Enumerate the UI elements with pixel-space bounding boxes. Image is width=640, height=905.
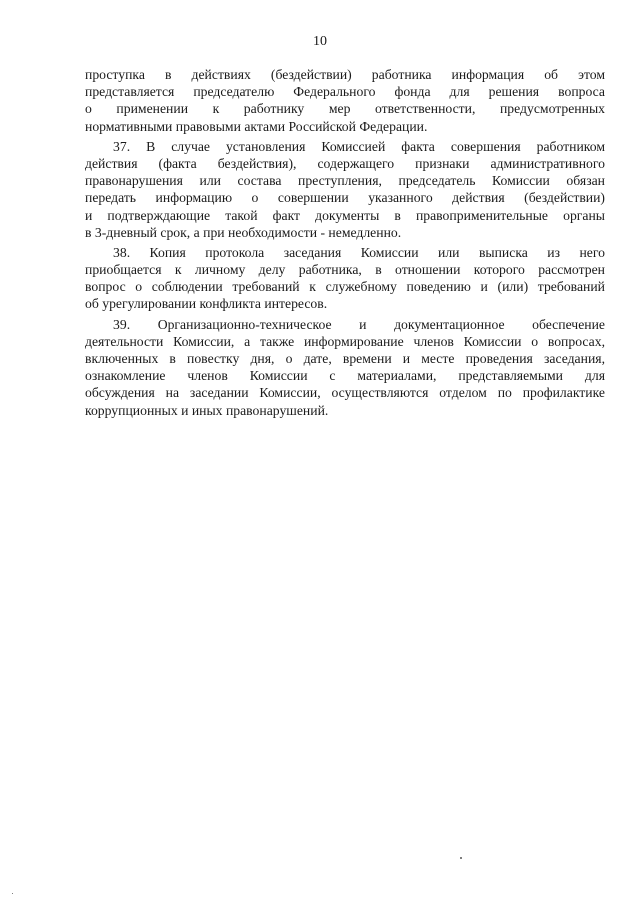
text-line: в 3-дневный срок, а при необходимости - немедленно. [85,224,402,240]
paragraph-38 [85,244,605,313]
document-body [85,66,605,422]
text-line: и подтверждающие такой факт документы в правоприменительные органы [85,207,605,223]
text-line: об урегулировании конфликта интересов. [85,296,328,312]
text-line: правонарушения или состава преступления, председатель Комиссии обязан [85,173,605,189]
text-line: представляется председателю Федерального фонда для решения вопроса [85,84,605,100]
text-line: ознакомление членов Комиссии с материалами, представляемыми для [85,368,605,384]
text-line: действия (факта бездействия), содержащего признаки административного [85,155,605,171]
text-line: 38. Копия протокола заседания Комиссии или выписка из него [113,244,605,260]
paragraph-37 [85,138,605,241]
text-line: коррупционных и иных правонарушений. [85,402,329,418]
scan-speck [12,893,13,894]
scan-speck [460,857,462,859]
text-line: приобщается к личному делу работника, в отношении которого рассмотрен [85,262,605,278]
text-line: 37. В случае установления Комиссией факта совершения работником [113,138,605,154]
text-line: нормативными правовыми актами Российской Федерации. [85,118,428,134]
text-line: проступка в действиях (бездействии) работника информация об этом [85,67,605,82]
text-line: о применении к работнику мер ответственности, предусмотренных [85,101,605,117]
text-line: вопрос о соблюдении требований к служебному поведению и (или) требований [85,279,605,295]
text-line: деятельности Комиссии, а также информирование членов Комиссии о вопросах, [85,333,605,349]
paragraph-39 [85,316,605,419]
text-line: включенных в повестку дня, о дате, времени и месте проведения заседания, [85,351,605,366]
page-number: 10 [313,34,327,49]
text-line: 39. Организационно-техническое и документационное обеспечение [113,316,605,332]
text-line: передать информацию о совершении указанного действия (бездействии) [85,190,605,206]
paragraph-continuation [85,66,605,135]
text-line: обсуждения на заседании Комиссии, осуществляются отделом по профилактике [85,385,605,401]
